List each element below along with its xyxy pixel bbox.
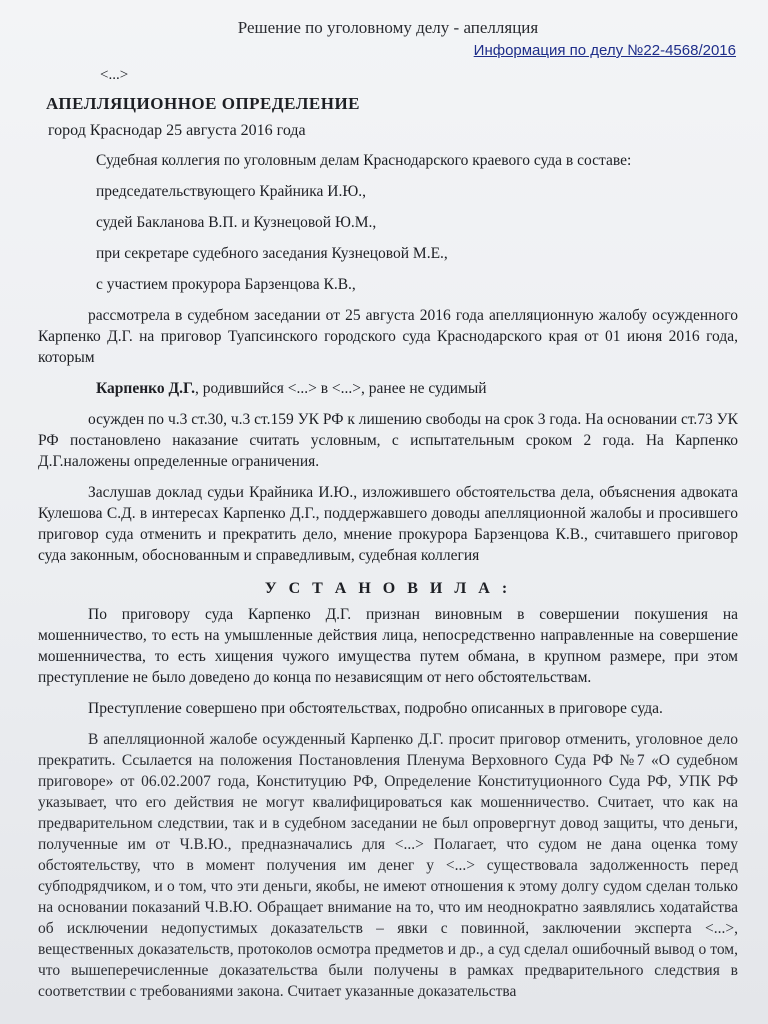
defendant-details: , родившийся <...> в <...>, ранее не судимый: [195, 380, 487, 397]
ruling-heading: У С Т А Н О В И Л А :: [264, 580, 512, 597]
case-info-link[interactable]: Информация по делу №22-4568/2016: [473, 42, 736, 59]
composition-line: Судебная коллегия по уголовным делам Краснодарского краевого суда в составе:: [96, 152, 632, 169]
document-heading: АПЕЛЛЯЦИОННОЕ ОПРЕДЕЛЕНИЕ: [46, 94, 361, 113]
hearing-paragraph: Заслушав доклад судьи Крайника И.Ю., изложившего обстоятельства дела, объяснения адвоката Кулешова С.Д. в интересах Карпенко Д.Г., поддержавшего доводы апелляционной жалобы и просившего приговор суда отменить и прекратить дело, мнение прокурора Барзенцова К.В., считавшего приговор суда законным, обоснованным и справедливым, судебная коллегия: [38, 484, 738, 564]
verdict-paragraph: По приговору суда Карпенко Д.Г. признан виновным в совершении покушения на мошенничество, то есть на умышленные действия лица, непосредственно направленные на совершение мошенничества, то есть хищения чужого имущества путем обмана, в крупном размере, при этом преступление не было доведено до конца по независящим от него обстоятельствам.: [38, 606, 738, 686]
defendant-name: Карпенко Д.Г.: [96, 380, 196, 397]
composition-line: председательствующего Крайника И.Ю.,: [96, 183, 367, 200]
considered-paragraph: рассмотрела в судебном заседании от 25 августа 2016 года апелляционную жалобу осужденного Карпенко Д.Г. на приговор Туапсинского городского суда Краснодарского края от 01 июня 2016 года, которым: [38, 307, 738, 366]
sentence-paragraph: осужден по ч.3 ст.30, ч.3 ст.159 УК РФ к лишению свободы на срок 3 года. На основании ст.73 УК РФ постановлено наказание считать условным, с испытательным сроком 2 года. На Карпенко Д.Г.наложены определенные ограничения.: [38, 411, 738, 470]
circumstances-paragraph: Преступление совершено при обстоятельствах, подробно описанных в приговоре суда.: [88, 700, 663, 717]
appeal-paragraph: В апелляционной жалобе осужденный Карпенко Д.Г. просит приговор отменить, уголовное дело прекратить. Ссылается на положения Постановления Пленума Верховного Суда РФ №7 «О судебном приговоре» от 06.02.2007 года, Конституцию РФ, Определение Конституционного Суда РФ, УПК РФ указывает, что его действия не могут квалифицироваться как мошенничество. Считает, что как на предварительном следствии, так и в судебном заседании не был опровергнут довод защиты, что деньги, полученные им от Ч.В.Ю., предназначались для <...> Полагает, что судом не дана оценка тому обстоятельству, что в момент получения им денег у <...> существовала задолженность перед субподрядчиком, и о том, что эти деньги, якобы, не имеют отношения к этому долгу судом сделан только на основании показаний Ч.В.Ю. Обращает внимание на то, что им неоднократно заявлялись ходатайства об исключении недопустимых доказательств – явки с повинной, заключении эксперта <...>, вещественных доказательств, протоколов осмотра предметов и др., а суд сделал ошибочный вывод о том, что вышеперечисленные доказательства были получены в рамках предварительного следствия в соответствии с требованиями закона. Считает указанные доказательства: [38, 731, 738, 1000]
composition-line: с участием прокурора Барзенцова К.В.,: [96, 276, 356, 293]
city-date: город Краснодар 25 августа 2016 года: [48, 122, 306, 139]
composition-line: при секретаре судебного заседания Кузнецовой М.Е.,: [96, 245, 448, 262]
omitted-marker: <...>: [100, 67, 129, 83]
defendant-line: [96, 378, 738, 399]
page-title: Решение по уголовному делу - апелляция: [237, 18, 539, 37]
composition-line: судей Бакланова В.П. и Кузнецовой Ю.М.,: [96, 214, 377, 231]
